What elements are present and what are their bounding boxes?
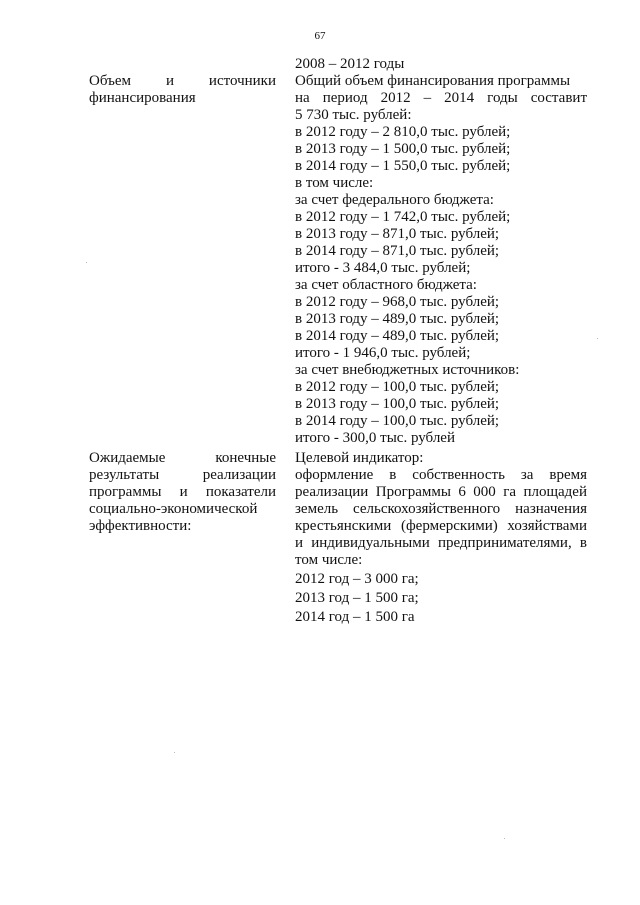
funding-line: в 2014 году – 871,0 тыс. рублей; [295,243,500,259]
funding-line: за счет областного бюджета: [295,277,477,293]
funding-line: в 2012 году – 968,0 тыс. рублей; [295,294,500,310]
funding-line: в 2013 году – 1 500,0 тыс. рублей; [295,141,511,157]
funding-line: в 2012 году – 1 742,0 тыс. рублей; [295,209,511,225]
results-label-line: эффективности: [89,518,192,534]
period-line: 2008 – 2012 годы [295,56,405,72]
funding-line: в 2014 году – 489,0 тыс. рублей; [295,328,500,344]
scan-speck [597,338,598,339]
results-line: 2012 год – 3 000 га; [295,571,419,587]
scan-speck [86,262,87,263]
funding-line: в 2013 году – 489,0 тыс. рублей; [295,311,500,327]
funding-line: 5 730 тыс. рублей: [295,107,412,123]
funding-line: итого - 1 946,0 тыс. рублей; [295,345,471,361]
results-label-line: программы и показатели [89,484,276,500]
funding-line: в 2014 году – 1 550,0 тыс. рублей; [295,158,511,174]
results-label-line: Ожидаемые конечные [89,450,276,466]
results-label-line: социально-экономической [89,501,258,517]
funding-line: на период 2012 – 2014 годы составит [295,90,587,106]
funding-line: за счет федерального бюджета: [295,192,494,208]
funding-line: в 2012 году – 100,0 тыс. рублей; [295,379,500,395]
funding-label-line: финансирования [89,90,196,106]
results-line: реализации Программы 6 000 га площадей [295,484,587,500]
results-line: оформление в собственность за время [295,467,587,483]
results-line: крестьянскими (фермерскими) хозяйствами [295,518,587,534]
funding-line: в 2012 году – 2 810,0 тыс. рублей; [295,124,511,140]
results-line: земель сельскохозяйственного назначения [295,501,587,517]
funding-line: итого - 3 484,0 тыс. рублей; [295,260,471,276]
funding-line: в 2013 году – 100,0 тыс. рублей; [295,396,500,412]
funding-line: в том числе: [295,175,374,191]
results-line: 2013 год – 1 500 га; [295,590,419,606]
scan-speck [174,752,175,753]
funding-line: Общий объем финансирования программы [295,73,571,89]
results-line: и индивидуальными предпринимателями, в [295,535,587,551]
funding-line: итого - 300,0 тыс. рублей [295,430,455,446]
funding-line: за счет внебюджетных источников: [295,362,520,378]
funding-line: в 2013 году – 871,0 тыс. рублей; [295,226,500,242]
scan-speck [504,838,505,839]
page-number: 67 [314,30,326,42]
results-line: том числе: [295,552,363,568]
results-line: 2014 год – 1 500 га [295,609,415,625]
funding-label-line: Объем и источники [89,73,276,89]
results-line: Целевой индикатор: [295,450,424,466]
funding-line: в 2014 году – 100,0 тыс. рублей; [295,413,500,429]
results-label-line: результаты реализации [89,467,276,483]
